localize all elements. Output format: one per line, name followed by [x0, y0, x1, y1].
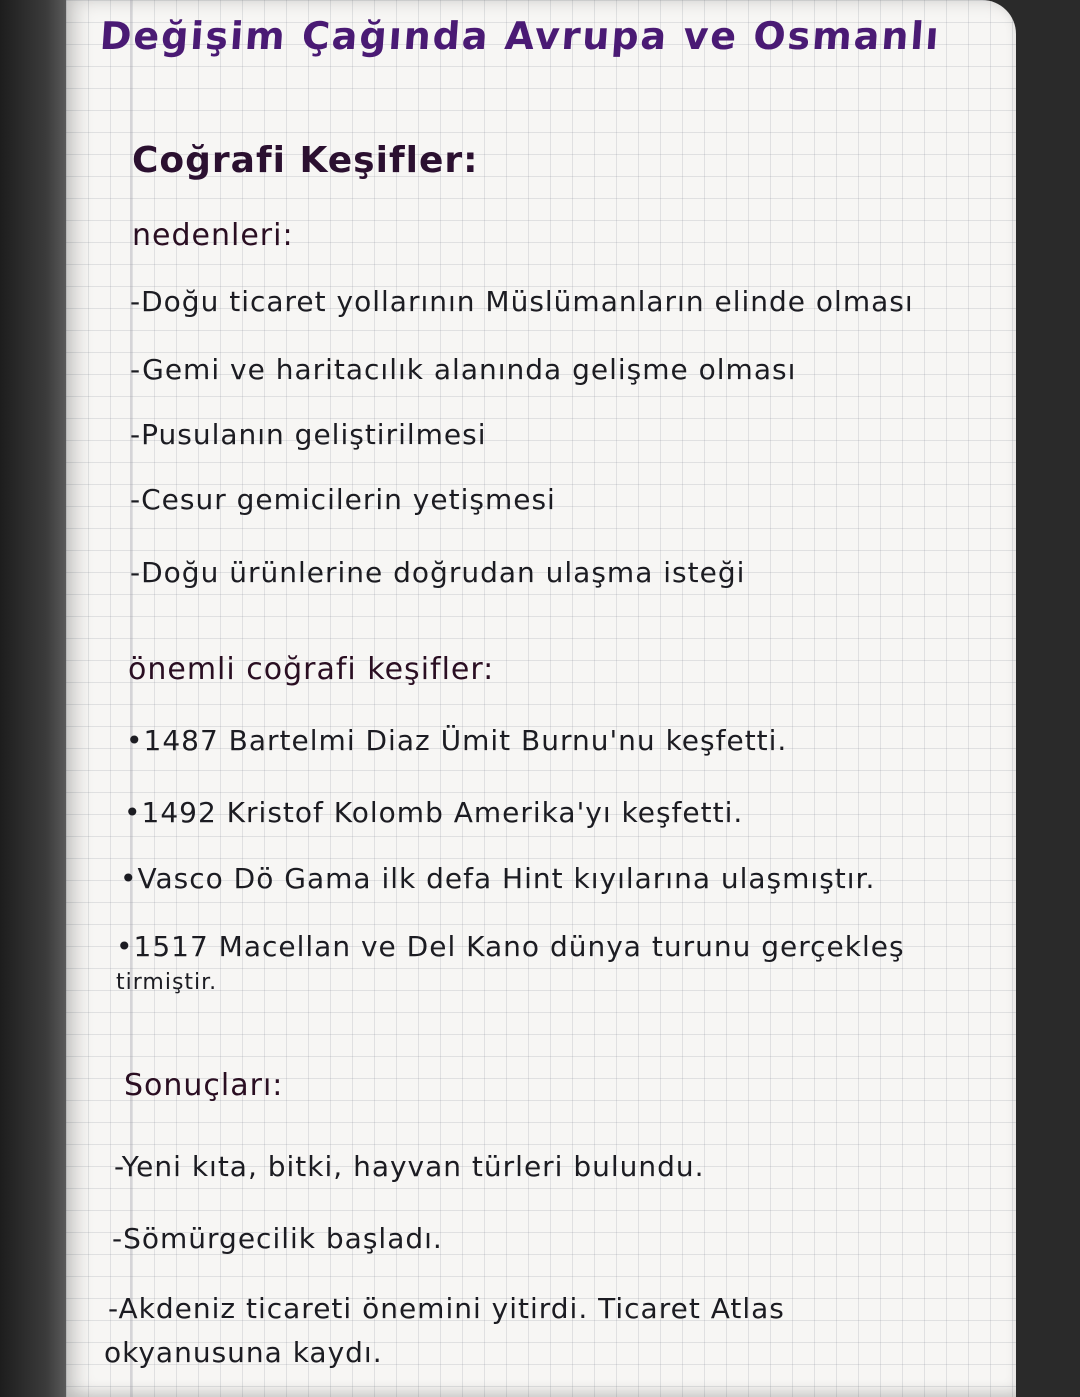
results-label: Sonuçları: [124, 1068, 284, 1103]
cause-item: -Gemi ve haritacılık alanında gelişme olması [130, 353, 797, 386]
discovery-item: •1492 Kristof Kolomb Amerika'yı keşfetti. [124, 796, 744, 829]
discoveries-label: önemli coğrafi keşifler: [128, 652, 495, 687]
notebook-page [66, 0, 1016, 1397]
result-item: okyanusuna kaydı. [104, 1336, 383, 1369]
result-item: -Sömürgecilik başladı. [112, 1222, 443, 1255]
result-item: -Yeni kıta, bitki, hayvan türleri bulundu. [114, 1150, 705, 1183]
discovery-item: •Vasco Dö Gama ilk defa Hint kıyılarına ulaşmıştır. [120, 862, 876, 895]
discovery-item: •1487 Bartelmi Diaz Ümit Burnu'nu keşfetti. [126, 724, 788, 757]
page-title: Değişim Çağında Avrupa ve Osmanlı [98, 14, 943, 58]
margin-line [130, 0, 132, 1397]
discovery-item: tirmiştir. [116, 970, 218, 995]
result-item: -Akdeniz ticareti önemini yitirdi. Ticaret Atlas [108, 1292, 785, 1325]
causes-label: nedenleri: [132, 218, 294, 253]
cause-item: -Pusulanın geliştirilmesi [130, 418, 487, 451]
notebook-edge [0, 0, 66, 1397]
discovery-item: •1517 Macellan ve Del Kano dünya turunu gerçekleş [116, 930, 905, 963]
cause-item: -Doğu ürünlerine doğrudan ulaşma isteği [130, 556, 746, 589]
cause-item: -Doğu ticaret yollarının Müslümanların elinde olması [130, 285, 914, 318]
cause-item: -Cesur gemicilerin yetişmesi [130, 483, 556, 516]
section-heading: Coğrafi Keşifler: [132, 140, 479, 181]
